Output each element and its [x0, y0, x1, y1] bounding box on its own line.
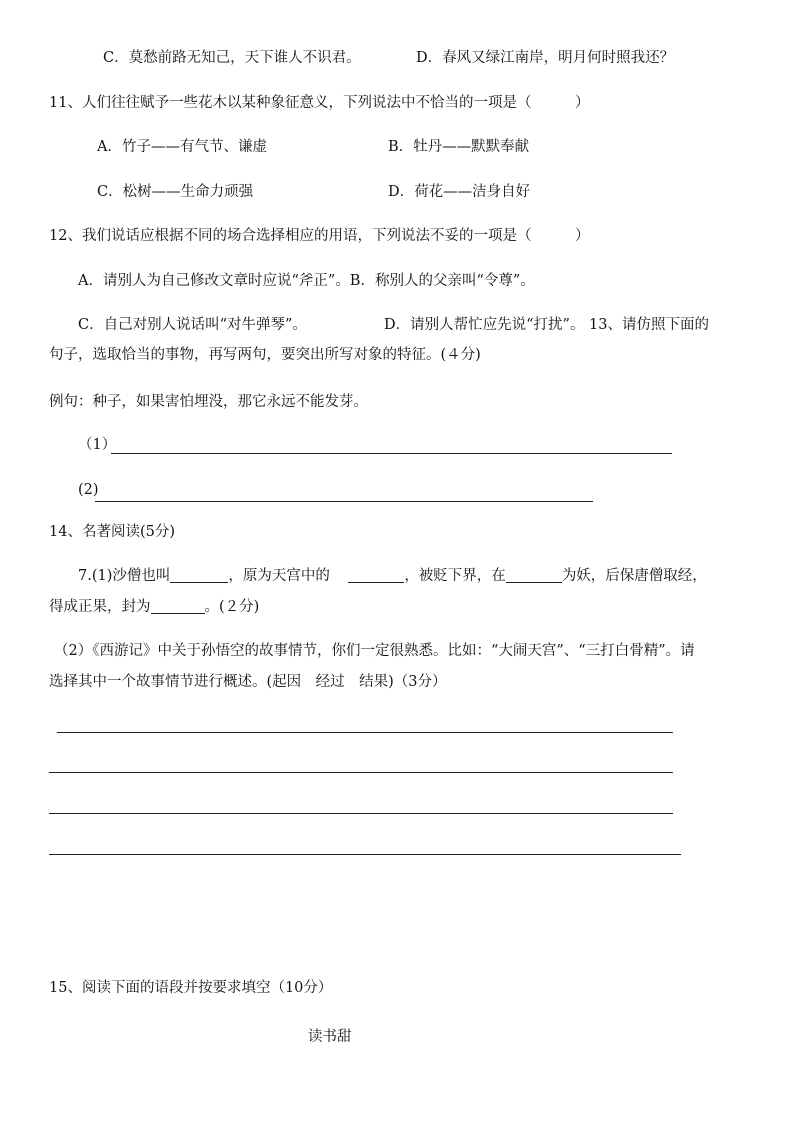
q14-answer-line-4[interactable]	[49, 854, 681, 855]
q14-p2-line2: 选择其中一个故事情节进行概述。(起因 经过 结果)（3分）	[49, 674, 447, 690]
q14-answer-line-2[interactable]	[49, 772, 673, 773]
q14-p1-line2	[49, 597, 259, 617]
q14-answer-line-1[interactable]	[57, 732, 673, 733]
q12-option-c: C．自己对别人说话叫“对牛弹琴”。	[78, 317, 307, 333]
q12-stem: 12、我们说话应根据不同的场合选择相应的用语，下列说法不妥的一项是（ ）	[49, 228, 590, 244]
q13-answer-line-2[interactable]	[95, 501, 593, 502]
q11-option-d: D．荷花——洁身自好	[388, 184, 531, 200]
q14-p2-line1: （2）《西游记》中关于孙悟空的故事情节，你们一定很熟悉。比如：“大闹天宫”、“三打白骨精”。请	[54, 643, 695, 659]
q13-blank2-label: (2)	[78, 482, 99, 498]
q13-stem-cont: 句子，选取恰当的事物，再写两句，要突出所写对象的特征。(４分)	[49, 347, 481, 363]
q11-stem: 11、人们往往赋予一些花木以某种象征意义，下列说法中不恰当的一项是（ ）	[49, 95, 590, 111]
q15-passage-title: 读书甜	[308, 1029, 352, 1045]
q11-option-a: A．竹子——有气节、谦虚	[97, 139, 267, 155]
q14-blank-sha-seng-name[interactable]	[170, 566, 228, 583]
q14-blank-place[interactable]	[506, 566, 562, 583]
q14-p1-text-2: ，原为天宫中的	[228, 568, 330, 584]
q14-p1-line1	[78, 566, 707, 586]
q13-answer-line-1[interactable]	[111, 453, 672, 454]
q10-option-d: D．春风又绿江南岸，明月何时照我还？	[416, 50, 675, 66]
q14-title: 14、名著阅读(5分)	[49, 524, 175, 540]
q14-p1-text-3: ，被贬下界，在	[404, 568, 506, 584]
q14-answer-line-3[interactable]	[49, 813, 673, 814]
q14-p1-text-4: 为妖，后保唐僧取经，	[561, 568, 707, 584]
q14-blank-heaven-post[interactable]	[348, 566, 404, 583]
q11-option-c: C．松树——生命力顽强	[97, 184, 254, 200]
q12-option-ab: A．请别人为自己修改文章时应说“斧正”。B．称别人的父亲叫“令尊”。	[78, 273, 535, 289]
q14-p1-text-1: 7.(1)沙僧也叫	[78, 568, 171, 584]
q13-blank1-label: （1）	[78, 437, 117, 453]
q14-p1-text-6: 。(２分)	[204, 599, 260, 615]
q13-example: 例句：种子，如果害怕埋没，那它永远不能发芽。	[49, 394, 368, 410]
q12-option-d: D．请别人帮忙应先说“打扰”。 13、请仿照下面的	[384, 317, 710, 333]
q14-p1-text-5: 得成正果，封为	[49, 599, 151, 615]
q14-blank-title[interactable]	[151, 597, 205, 614]
q10-option-c: C．莫愁前路无知己，天下谁人不识君。	[103, 50, 361, 66]
q11-option-b: B．牡丹——默默奉献	[388, 139, 530, 155]
q15-title: 15、阅读下面的语段并按要求填空（10分）	[49, 980, 333, 996]
